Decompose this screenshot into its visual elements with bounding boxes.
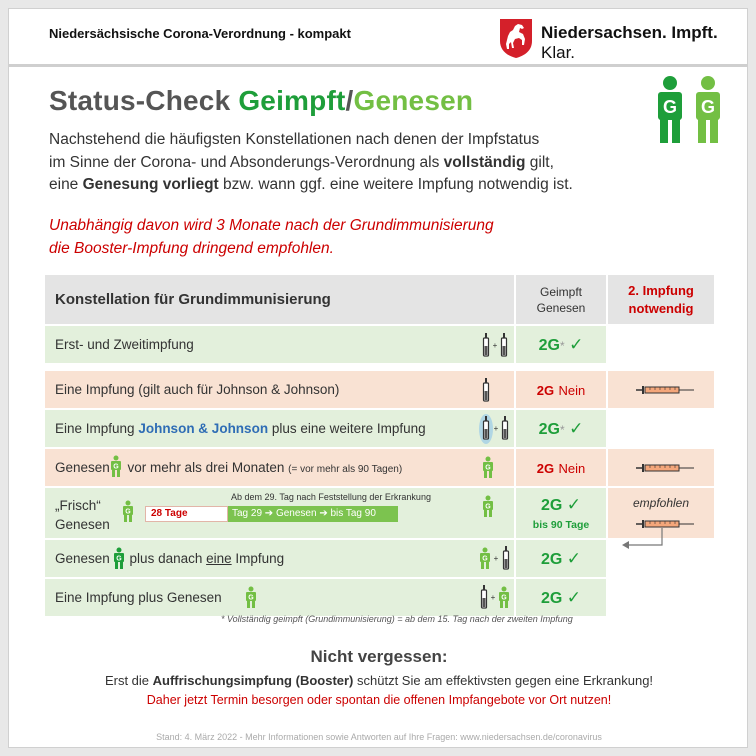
row-label: Eine Impfung plus Genesen [55,590,222,605]
table-row [45,449,715,486]
row-label: Eine Impfung (gilt auch für Johnson & Johnson) [55,382,340,397]
intro-text: Nachstehend die häufigsten Konstellationen nach denen der Impfstatus im Sinne der Corona- und Absonderungs-Verordnung als vollständig gilt, eine Genesung vorliegt bzw. wann ggf. eine weitere Impfung notwendig ist. [49,131,573,193]
timeline-label: Ab dem 29. Tag nach Feststellung der Erkrankung [231,492,431,502]
person-g-icon [110,455,122,477]
status-2g: 2G* ✓ [538,335,584,354]
booster-note: Unabhängig davon wird 3 Monate nach der Grundimmunisierung die Booster-Impfung dringend empfohlen. [49,217,494,257]
svg-text:G: G [116,555,122,563]
status-2g: 2G ✓ [540,549,582,568]
check-icon: ✓ [569,419,584,438]
person-g-icon [482,455,494,479]
vaccine-vial-icon [477,413,511,445]
svg-text:G: G [248,594,254,602]
check-icon: ✓ [566,495,582,514]
footnote: * Vollständig geimpft (Grundimmunisierung) = ab dem 15. Tag nach der zweiten Impfung [221,614,573,624]
svg-text:G: G [662,97,678,117]
arrow-left-icon [622,528,672,558]
footer-source: Stand: 4. März 2022 - Mehr Informationen sowie Antworten auf Ihre Fragen: www.niedersachsen.de/coronavirus [156,732,602,742]
svg-text:G: G [125,508,131,516]
status-2g-nein: 2G Nein [536,461,586,476]
check-icon: ✓ [566,588,582,607]
person-g-icon [245,585,257,609]
lower-saxony-horse-icon [497,17,535,59]
table-row [45,488,715,538]
table-row [45,410,715,447]
person-g-icon [482,494,494,518]
header-title: Niedersächsische Corona-Verordnung - kompakt [49,26,351,41]
status-until: bis 90 Tage [532,519,590,531]
row-label: Genesen plus danach eine Impfung [55,551,285,566]
syringe-icon [636,462,696,474]
row-label: Erst- und Zweitimpfung [55,337,194,352]
timeline-genesen-bar: Tag 29 ➔ Genesen ➔ bis Tag 90 [228,506,398,522]
svg-text:+: + [493,554,499,563]
infographic-page [8,8,748,748]
person-g-icon [122,499,134,523]
svg-text:G: G [501,594,507,602]
svg-text:G: G [482,555,488,563]
svg-text:+: + [490,593,496,602]
row-label: Genesen vor mehr als drei Monaten (= vor mehr als 90 Tagen) [55,460,403,475]
svg-text:G: G [113,463,119,471]
table-row [45,540,715,577]
recommended-label: empfohlen [632,496,690,510]
header-divider [9,64,747,67]
table-row [45,579,715,616]
status-2g-nein: 2G Nein [536,383,586,398]
header-second-vaccination: 2. Impfung notwendig [608,275,714,324]
person-g-icon [113,546,125,570]
table-row [45,371,715,408]
svg-text:+: + [492,341,498,350]
check-icon: ✓ [566,549,582,568]
status-2g: 2G* ✓ [538,419,584,438]
page-title: Status-Check Geimpft/Genesen [49,85,474,116]
reminder-title: Nicht vergessen: [310,647,448,666]
status-2g: 2G ✓ [540,588,582,607]
vaccine-vial-icon [479,583,511,611]
vaccine-vial-icon [481,376,491,404]
vaccine-vial-icon [479,544,511,572]
status-2g: 2G ✓ [540,495,582,514]
svg-text:+: + [493,424,499,433]
person-g-icon [653,75,727,145]
header [9,9,747,65]
row-label: Eine Impfung Johnson & Johnson plus eine weitere Impfung [55,421,426,436]
reminder-call-to-action: Daher jetzt Termin besorgen oder spontan die offenen Impfangebote vor Ort nutzen! [146,693,612,707]
svg-text:G: G [700,97,716,117]
table-row [45,326,715,363]
brand-name: Niedersachsen. Impft. Klar. [541,23,718,62]
svg-text:G: G [485,464,491,472]
syringe-icon [636,384,696,396]
header-constellation: Konstellation für Grundimmunisierung [45,275,514,324]
header-geimpft-genesen: Geimpft Genesen [516,275,606,324]
svg-text:G: G [485,503,491,511]
timeline-28-days: 28 Tage [145,506,228,522]
reminder-text: Erst die Auffrischungsimpfung (Booster) schützt Sie am effektivsten gegen eine Erkrankung! [104,673,654,688]
row-label: „Frisch“ Genesen [55,498,110,532]
vaccine-vial-icon [481,331,509,359]
check-icon: ✓ [569,335,584,354]
